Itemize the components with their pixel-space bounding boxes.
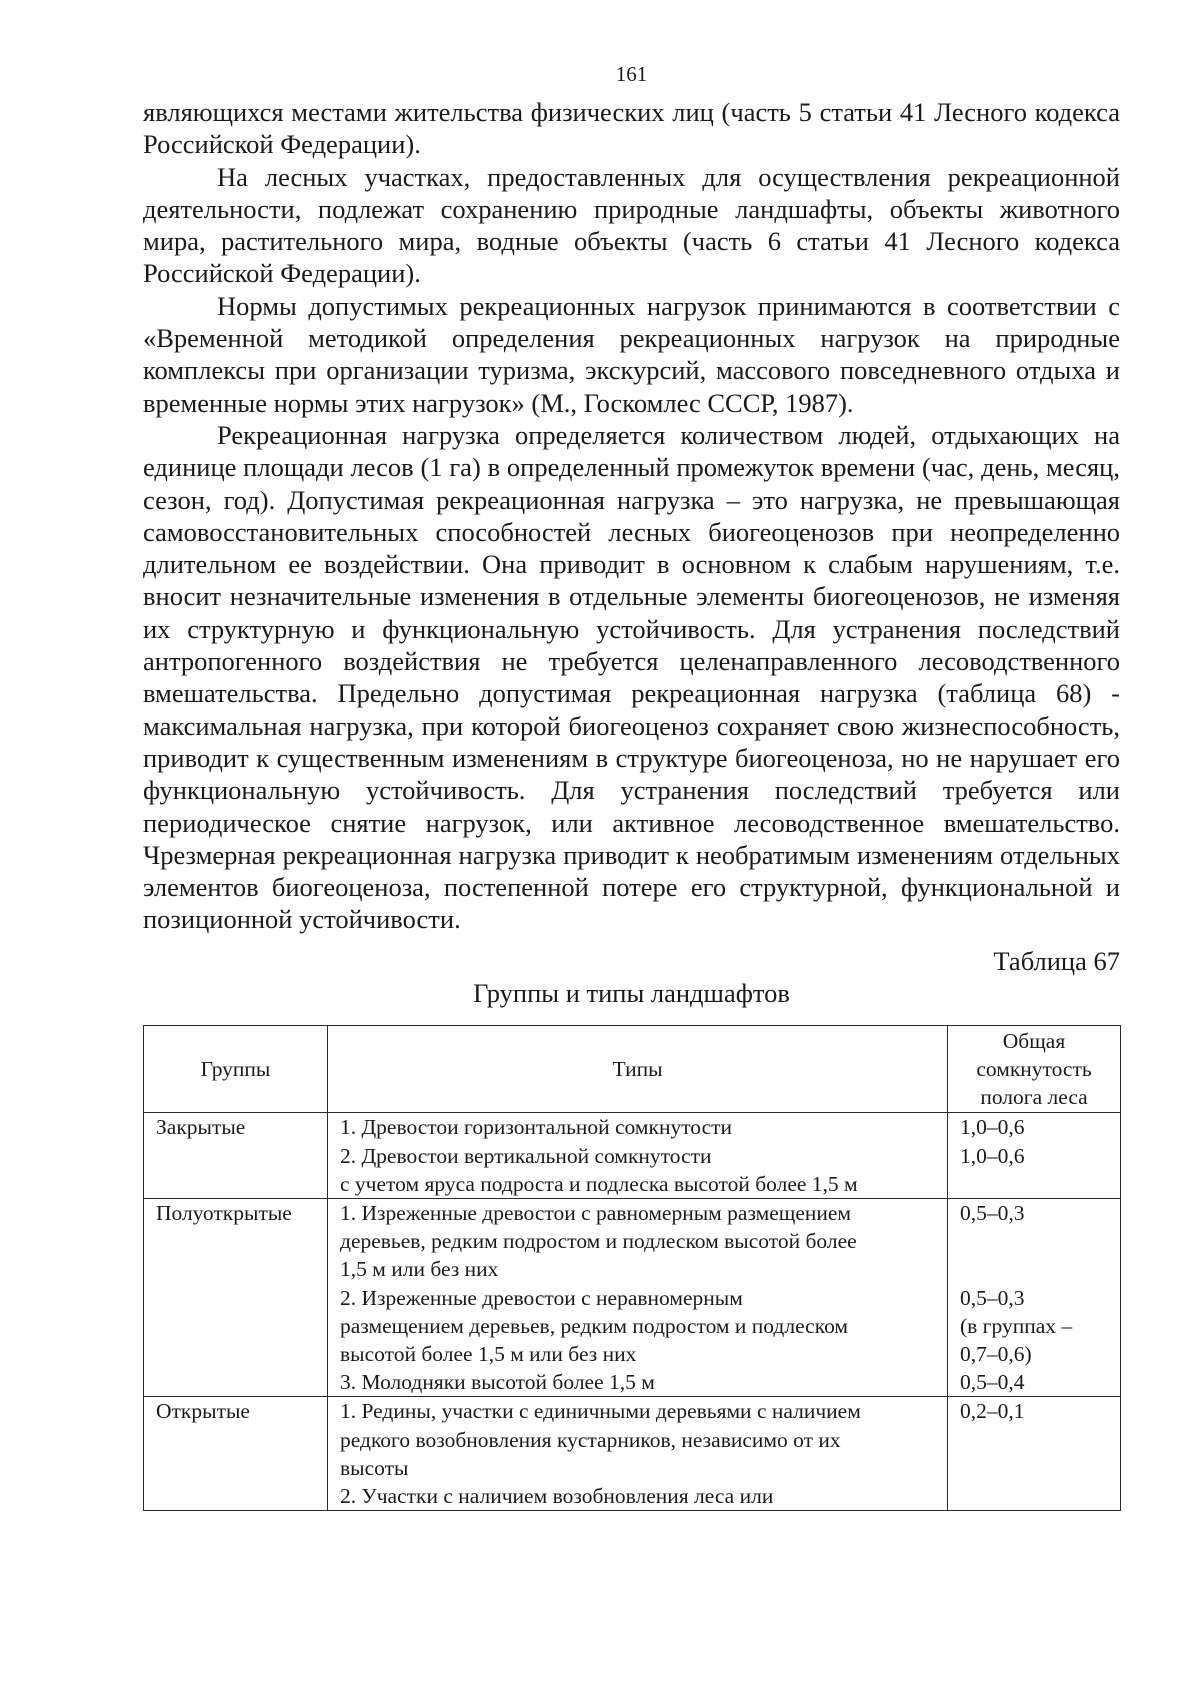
group-cell: Закрытые [144,1113,328,1199]
header-density-line: сомкнутость [976,1056,1092,1081]
header-groups: Группы [144,1025,328,1113]
table-row [144,1397,1121,1511]
type-line: 1,5 м или без них [340,1257,499,1282]
density-line [960,1426,1108,1454]
type-line: 1. Изреженные древостои с равномерным размещением [340,1200,852,1225]
density-cell [948,1198,1121,1396]
landscape-types-table [143,1025,1121,1511]
type-line: 2. Участки с наличием возобновления леса или [340,1483,774,1508]
density-line: 0,5–0,4 [960,1370,1025,1395]
types-cell [328,1397,948,1511]
table-number-label: Таблица 67 [993,945,1120,976]
density-line: 0,2–0,1 [960,1399,1025,1424]
type-line: 1. Редины, участки с единичными деревьями с наличием [340,1399,861,1424]
table-row [144,1113,1121,1199]
density-cell [948,1397,1121,1511]
page-number: 161 [615,62,648,86]
density-cell [948,1113,1121,1199]
density-line: 1,0–0,6 [960,1143,1025,1168]
type-line: 1. Древостои горизонтальной сомкнутости [340,1115,733,1140]
density-line [960,1227,1108,1255]
density-line: 0,5–0,3 [960,1200,1025,1225]
type-line: 3. Молодняки высотой более 1,5 м [340,1370,655,1395]
table-row [144,1198,1121,1396]
density-line: (в группах – [960,1313,1073,1338]
group-cell: Полуоткрытые [144,1198,328,1396]
type-line: размещением деревьев, редким подростом и подлеском [340,1313,849,1338]
density-line [960,1482,1108,1510]
header-density-line: полога леса [980,1085,1088,1110]
density-line: 0,5–0,3 [960,1285,1025,1310]
density-line [960,1454,1108,1482]
type-line: деревьев, редким подростом и подлеском высотой более [340,1229,857,1254]
body-paragraph: Нормы допустимых рекреационных нагрузок принимаются в соответствии с «Временной методикой определения рекреационных нагрузок на природные комплексы при организации туризма, экскурсий, массового повседневного отдыха и временные нормы этих нагрузок» (М., Госкомлес СССР, 1987). [143,290,1120,418]
table-title: Группы и типы ландшафтов [473,977,790,1008]
types-cell [328,1198,948,1396]
type-line: 2. Изреженные древостои с неравномерным [340,1285,743,1310]
density-line: 1,0–0,6 [960,1115,1025,1140]
table-body [144,1113,1121,1511]
header-density-line: Общая [1002,1028,1066,1053]
body-text [143,96,1120,936]
density-line: 0,7–0,6) [960,1341,1032,1366]
header-canopy-density [948,1025,1121,1113]
type-line: с учетом яруса подроста и подлеска высотой более 1,5 м [340,1171,858,1196]
group-cell: Открытые [144,1397,328,1511]
table-header-row [144,1025,1121,1113]
type-line: высоты [340,1455,409,1480]
body-paragraph: На лесных участках, предоставленных для осуществления рекреационной деятельности, подлежат сохранению природные ландшафты, объекты животного мира, растительного мира, водные объекты (часть 6 статьи 41 Лесного кодекса Российской Федерации). [143,161,1120,289]
density-line [960,1255,1108,1283]
types-cell [328,1113,948,1199]
body-paragraph: Рекреационная нагрузка определяется количеством людей, отдыхающих на единице площади лесов (1 га) в определенный промежуток времени (час, день, месяц, сезон, год). Допустимая рекреационная нагрузка – это нагрузка, не превышающая самовосстановительных способностей лесных биогеоценозов при неопределенно длительном ее воздействии. Она приводит в основном к слабым нарушениям, т.е. вносит незначительные изменения в отдельные элементы биогеоценозов, не изменяя их структурную и функциональную устойчивость. Для устранения последствий антропогенного воздействия не требуется целенаправленного лесоводственного вмешательства. Предельно допустимая рекреационная нагрузка (таблица 68) - максимальная нагрузка, при которой биогеоценоз сохраняет свою жизнеспособность, приводит к существенным изменениям в структуре биогеоценоза, но не нарушает его функциональную устойчивость. Для устранения последствий требуется или периодическое снятие нагрузок, или активное лесоводственное вмешательство. Чрезмерная рекреационная нагрузка приводит к необратимым изменениям отдельных элементов биогеоценоза, постепенной потере его структурной, функциональной и позиционной устойчивости. [143,419,1120,935]
type-line: высотой более 1,5 м или без них [340,1341,637,1366]
type-line: редкого возобновления кустарников, независимо от их [340,1427,841,1452]
type-line: 2. Древостои вертикальной сомкнутости [340,1143,712,1168]
density-line [960,1170,1108,1198]
body-paragraph: являющихся местами жительства физических лиц (часть 5 статьи 41 Лесного кодекса Российской Федерации). [143,97,1120,160]
document-page [143,62,1120,1511]
header-types: Типы [328,1025,948,1113]
